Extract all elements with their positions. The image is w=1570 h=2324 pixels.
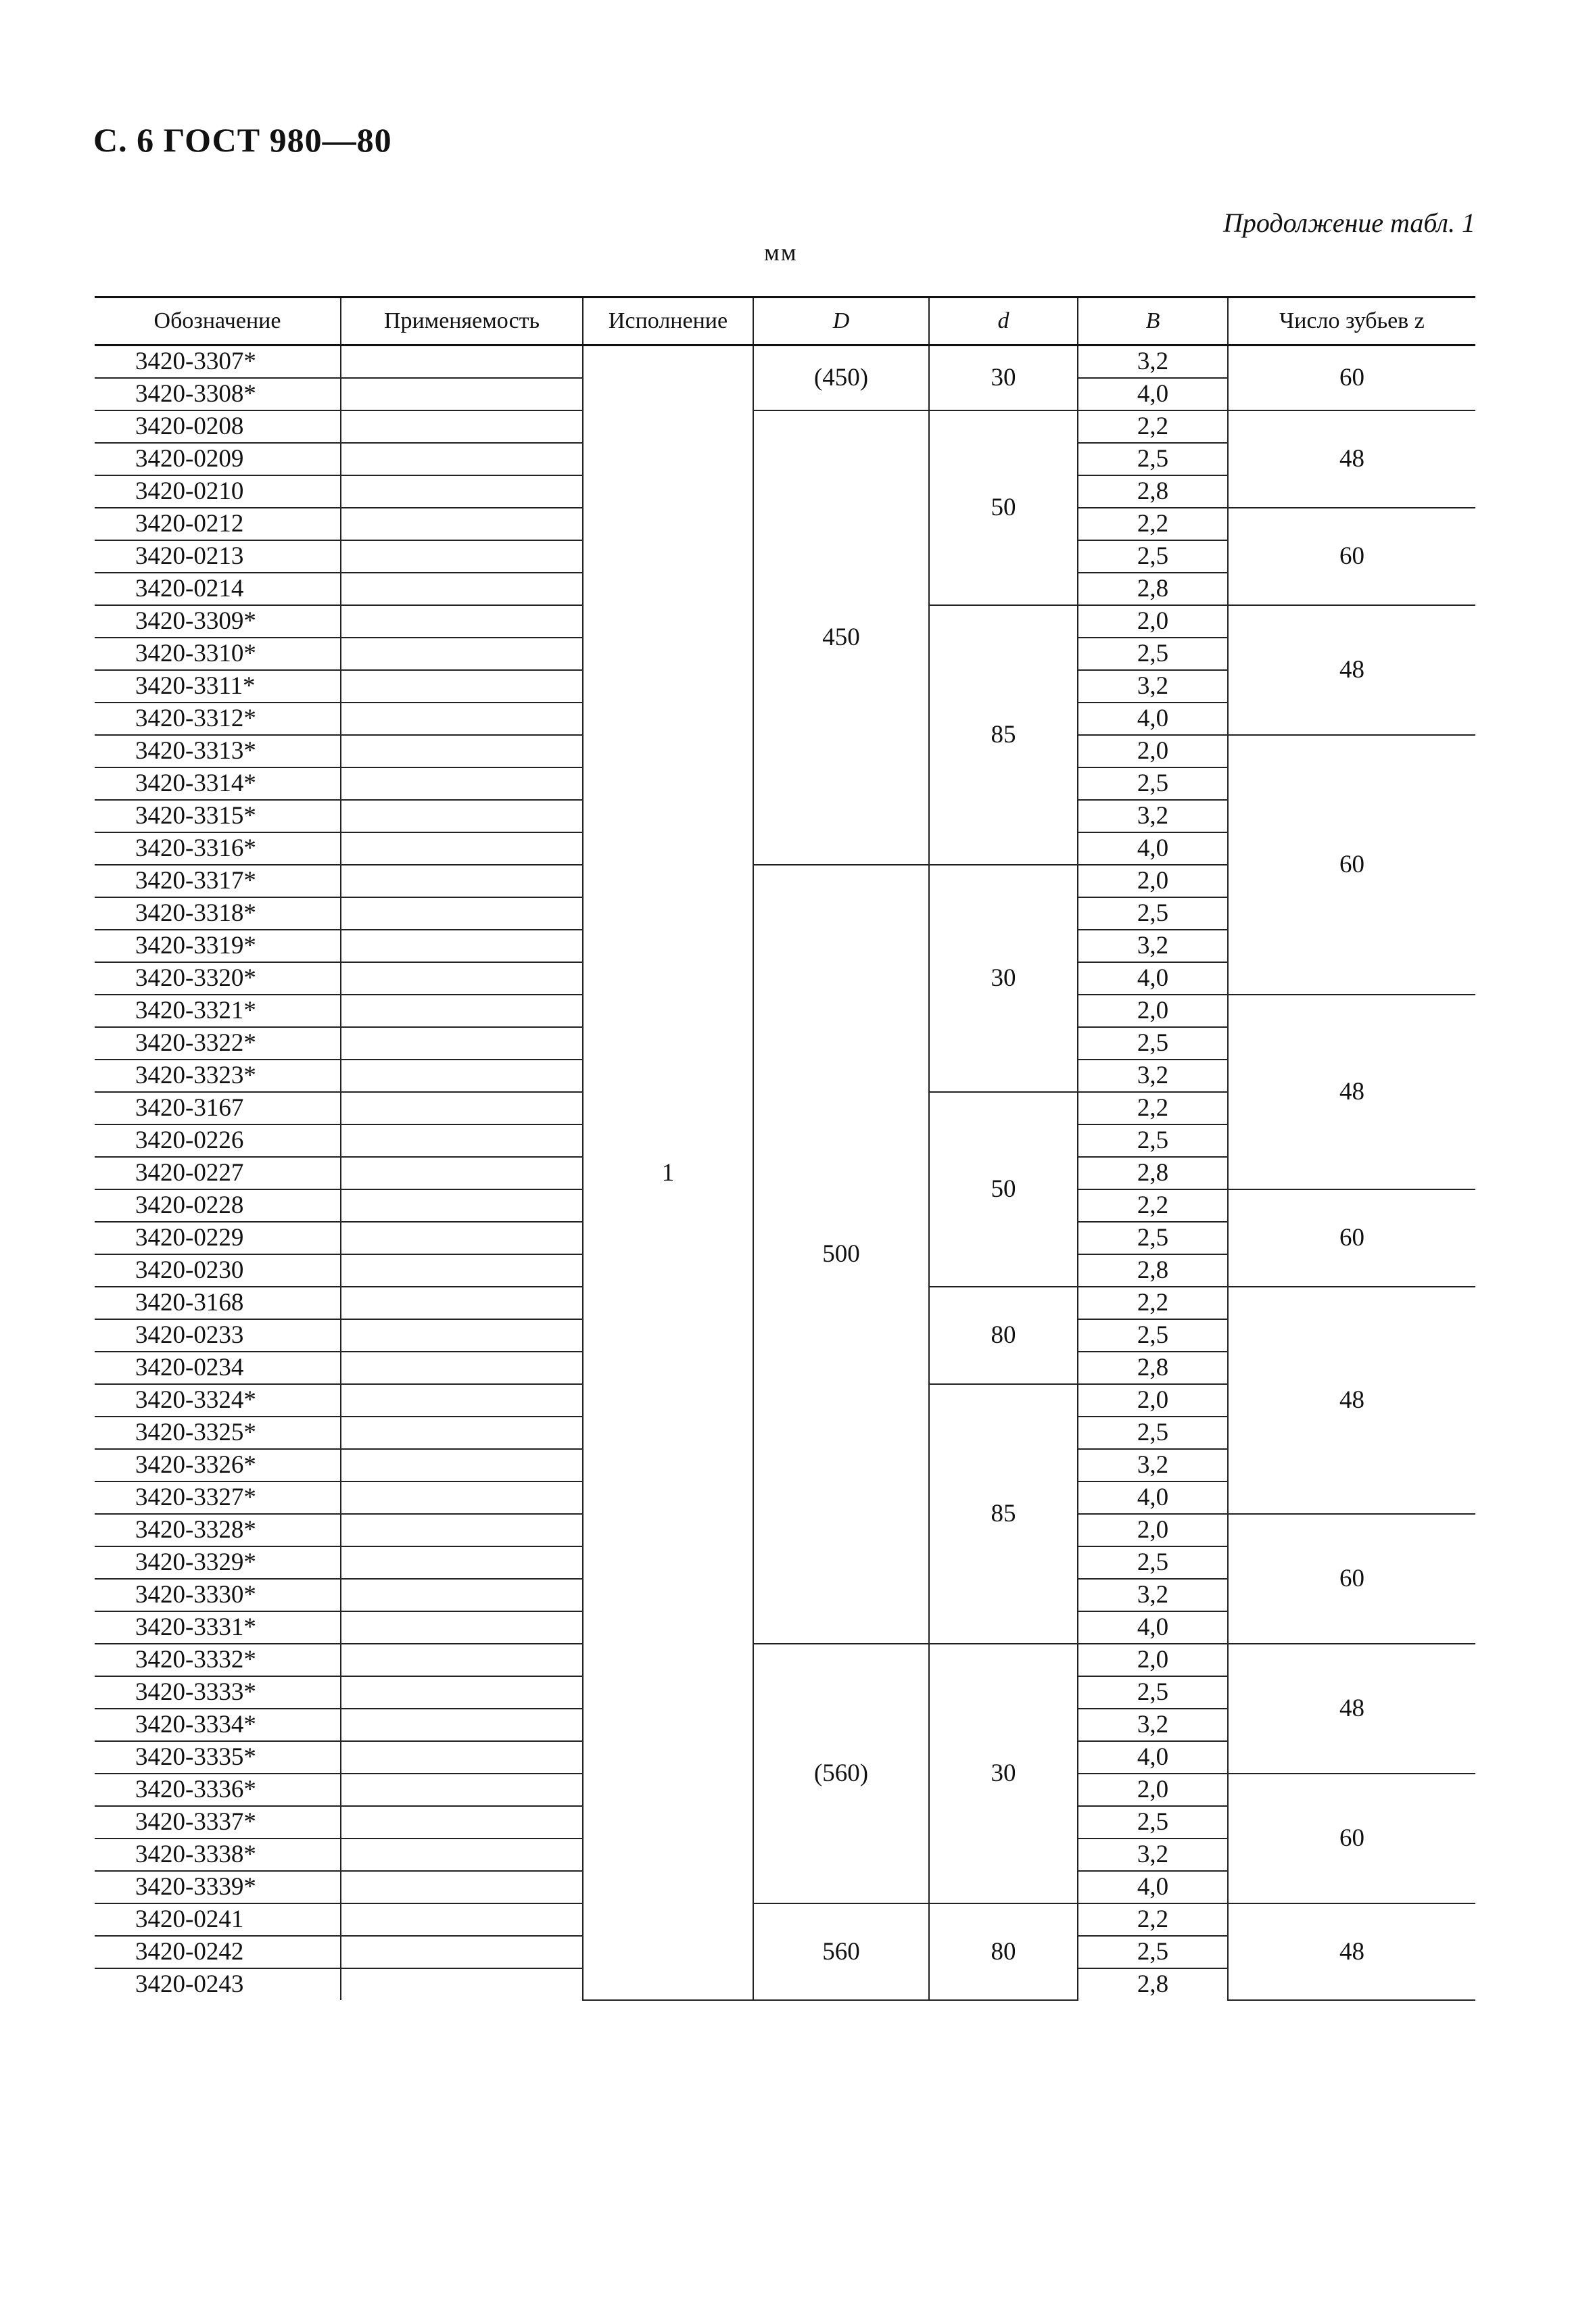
B-cell: 2,2 <box>1078 1903 1228 1936</box>
d-cell: 80 <box>929 1287 1078 1384</box>
designation-cell: 3420-3332* <box>95 1644 341 1676</box>
spec-table <box>95 296 1475 2001</box>
teeth-cell: 60 <box>1228 1189 1475 1287</box>
B-cell: 2,5 <box>1078 1417 1228 1449</box>
applicability-cell <box>341 443 583 475</box>
table-continuation-label: Продолжение табл. 1 <box>1222 208 1475 238</box>
designation-cell: 3420-3324* <box>95 1384 341 1417</box>
B-cell: 2,5 <box>1078 1806 1228 1839</box>
designation-cell: 3420-0234 <box>95 1352 341 1384</box>
B-cell: 3,2 <box>1078 930 1228 962</box>
designation-cell: 3420-3329* <box>95 1546 341 1579</box>
designation-cell: 3420-0229 <box>95 1222 341 1254</box>
col-header-d: d <box>929 298 1078 346</box>
designation-cell: 3420-3330* <box>95 1579 341 1611</box>
designation-cell: 3420-3317* <box>95 865 341 897</box>
version-cell: 1 <box>583 346 753 2001</box>
applicability-cell <box>341 1189 583 1222</box>
applicability-cell <box>341 670 583 703</box>
B-cell: 2,5 <box>1078 1319 1228 1352</box>
B-cell: 2,0 <box>1078 1774 1228 1806</box>
B-cell: 2,5 <box>1078 540 1228 573</box>
B-cell: 3,2 <box>1078 1060 1228 1092</box>
applicability-cell <box>341 475 583 508</box>
teeth-cell: 48 <box>1228 410 1475 508</box>
B-cell: 2,0 <box>1078 1514 1228 1546</box>
designation-cell: 3420-0241 <box>95 1903 341 1936</box>
designation-cell: 3420-3322* <box>95 1027 341 1060</box>
B-cell: 4,0 <box>1078 378 1228 410</box>
D-cell: 560 <box>753 1903 929 2000</box>
designation-cell: 3420-3307* <box>95 346 341 379</box>
applicability-cell <box>341 1384 583 1417</box>
teeth-cell: 60 <box>1228 1514 1475 1644</box>
applicability-cell <box>341 378 583 410</box>
applicability-cell <box>341 1254 583 1287</box>
designation-cell: 3420-3328* <box>95 1514 341 1546</box>
designation-cell: 3420-0243 <box>95 1968 341 2000</box>
B-cell: 2,0 <box>1078 995 1228 1027</box>
table-row <box>95 1644 1475 1676</box>
applicability-cell <box>341 1611 583 1644</box>
B-cell: 4,0 <box>1078 1611 1228 1644</box>
d-cell: 30 <box>929 865 1078 1092</box>
designation-cell: 3420-3325* <box>95 1417 341 1449</box>
designation-cell: 3420-3320* <box>95 962 341 995</box>
table-header-row <box>95 298 1475 346</box>
applicability-cell <box>341 1352 583 1384</box>
D-cell: (450) <box>753 346 929 411</box>
table-row <box>95 410 1475 443</box>
designation-cell: 3420-3326* <box>95 1449 341 1481</box>
designation-cell: 3420-3338* <box>95 1839 341 1871</box>
B-cell: 2,8 <box>1078 1352 1228 1384</box>
table-row <box>95 1903 1475 1936</box>
d-cell: 30 <box>929 346 1078 411</box>
teeth-cell: 60 <box>1228 735 1475 995</box>
designation-cell: 3420-3316* <box>95 832 341 865</box>
designation-cell: 3420-3309* <box>95 605 341 638</box>
applicability-cell <box>341 995 583 1027</box>
D-cell: (560) <box>753 1644 929 1903</box>
designation-cell: 3420-0242 <box>95 1936 341 1968</box>
B-cell: 4,0 <box>1078 832 1228 865</box>
col-header-designation: Обозначение <box>95 298 341 346</box>
designation-cell: 3420-3167 <box>95 1092 341 1124</box>
d-cell: 85 <box>929 605 1078 865</box>
B-cell: 2,8 <box>1078 1157 1228 1189</box>
designation-cell: 3420-3336* <box>95 1774 341 1806</box>
B-cell: 2,0 <box>1078 735 1228 767</box>
B-cell: 4,0 <box>1078 1481 1228 1514</box>
teeth-cell: 60 <box>1228 346 1475 411</box>
designation-cell: 3420-3321* <box>95 995 341 1027</box>
designation-cell: 3420-3315* <box>95 800 341 832</box>
designation-cell: 3420-3168 <box>95 1287 341 1319</box>
applicability-cell <box>341 1319 583 1352</box>
designation-cell: 3420-0214 <box>95 573 341 605</box>
teeth-cell: 48 <box>1228 1644 1475 1774</box>
applicability-cell <box>341 735 583 767</box>
B-cell: 2,8 <box>1078 475 1228 508</box>
designation-cell: 3420-0208 <box>95 410 341 443</box>
applicability-cell <box>341 1676 583 1709</box>
d-cell: 50 <box>929 1092 1078 1287</box>
applicability-cell <box>341 1903 583 1936</box>
applicability-cell <box>341 1157 583 1189</box>
B-cell: 2,8 <box>1078 1968 1228 2000</box>
B-cell: 3,2 <box>1078 1709 1228 1741</box>
applicability-cell <box>341 605 583 638</box>
applicability-cell <box>341 1839 583 1871</box>
B-cell: 2,5 <box>1078 1124 1228 1157</box>
B-cell: 2,2 <box>1078 1092 1228 1124</box>
B-cell: 4,0 <box>1078 962 1228 995</box>
applicability-cell <box>341 1579 583 1611</box>
col-header-applicability: Применяемость <box>341 298 583 346</box>
teeth-cell: 60 <box>1228 1774 1475 1903</box>
B-cell: 2,2 <box>1078 1189 1228 1222</box>
designation-cell: 3420-3313* <box>95 735 341 767</box>
B-cell: 2,8 <box>1078 1254 1228 1287</box>
designation-cell: 3420-3339* <box>95 1871 341 1903</box>
applicability-cell <box>341 1968 583 2000</box>
designation-cell: 3420-3337* <box>95 1806 341 1839</box>
d-cell: 50 <box>929 410 1078 605</box>
designation-cell: 3420-0212 <box>95 508 341 540</box>
designation-cell: 3420-3331* <box>95 1611 341 1644</box>
B-cell: 3,2 <box>1078 1449 1228 1481</box>
col-header-B: B <box>1078 298 1228 346</box>
teeth-cell: 60 <box>1228 508 1475 605</box>
B-cell: 2,2 <box>1078 508 1228 540</box>
B-cell: 2,5 <box>1078 1676 1228 1709</box>
applicability-cell <box>341 1709 583 1741</box>
d-cell: 85 <box>929 1384 1078 1644</box>
designation-cell: 3420-3333* <box>95 1676 341 1709</box>
applicability-cell <box>341 410 583 443</box>
B-cell: 2,5 <box>1078 1936 1228 1968</box>
applicability-cell <box>341 346 583 379</box>
applicability-cell <box>341 800 583 832</box>
applicability-cell <box>341 1092 583 1124</box>
B-cell: 2,2 <box>1078 1287 1228 1319</box>
B-cell: 4,0 <box>1078 1741 1228 1774</box>
B-cell: 2,5 <box>1078 1027 1228 1060</box>
B-cell: 3,2 <box>1078 1579 1228 1611</box>
applicability-cell <box>341 930 583 962</box>
B-cell: 2,0 <box>1078 865 1228 897</box>
applicability-cell <box>341 638 583 670</box>
B-cell: 4,0 <box>1078 703 1228 735</box>
B-cell: 2,0 <box>1078 1384 1228 1417</box>
designation-cell: 3420-3311* <box>95 670 341 703</box>
applicability-cell <box>341 897 583 930</box>
applicability-cell <box>341 1546 583 1579</box>
designation-cell: 3420-0230 <box>95 1254 341 1287</box>
applicability-cell <box>341 1644 583 1676</box>
applicability-cell <box>341 1124 583 1157</box>
applicability-cell <box>341 962 583 995</box>
applicability-cell <box>341 1417 583 1449</box>
designation-cell: 3420-3310* <box>95 638 341 670</box>
page-title: С. 6 ГОСТ 980—80 <box>93 121 392 159</box>
applicability-cell <box>341 573 583 605</box>
d-cell: 80 <box>929 1903 1078 2000</box>
applicability-cell <box>341 1514 583 1546</box>
applicability-cell <box>341 540 583 573</box>
B-cell: 2,5 <box>1078 1546 1228 1579</box>
units-label: мм <box>764 239 798 266</box>
applicability-cell <box>341 767 583 800</box>
d-cell: 30 <box>929 1644 1078 1903</box>
B-cell: 3,2 <box>1078 1839 1228 1871</box>
designation-cell: 3420-3312* <box>95 703 341 735</box>
applicability-cell <box>341 1481 583 1514</box>
designation-cell: 3420-0209 <box>95 443 341 475</box>
col-header-version: Исполнение <box>583 298 753 346</box>
B-cell: 2,0 <box>1078 1644 1228 1676</box>
applicability-cell <box>341 865 583 897</box>
applicability-cell <box>341 1871 583 1903</box>
B-cell: 2,5 <box>1078 1222 1228 1254</box>
designation-cell: 3420-0213 <box>95 540 341 573</box>
applicability-cell <box>341 1222 583 1254</box>
B-cell: 2,8 <box>1078 573 1228 605</box>
designation-cell: 3420-3308* <box>95 378 341 410</box>
applicability-cell <box>341 1449 583 1481</box>
table-body <box>95 346 1475 2001</box>
table-row <box>95 346 1475 379</box>
designation-cell: 3420-3314* <box>95 767 341 800</box>
B-cell: 2,0 <box>1078 605 1228 638</box>
B-cell: 4,0 <box>1078 1871 1228 1903</box>
teeth-cell: 48 <box>1228 1287 1475 1514</box>
designation-cell: 3420-3318* <box>95 897 341 930</box>
B-cell: 2,5 <box>1078 767 1228 800</box>
designation-cell: 3420-0228 <box>95 1189 341 1222</box>
designation-cell: 3420-0233 <box>95 1319 341 1352</box>
applicability-cell <box>341 703 583 735</box>
col-header-D: D <box>753 298 929 346</box>
B-cell: 3,2 <box>1078 670 1228 703</box>
teeth-cell: 48 <box>1228 605 1475 735</box>
designation-cell: 3420-3327* <box>95 1481 341 1514</box>
applicability-cell <box>341 1806 583 1839</box>
B-cell: 3,2 <box>1078 800 1228 832</box>
teeth-cell: 48 <box>1228 995 1475 1189</box>
applicability-cell <box>341 1287 583 1319</box>
designation-cell: 3420-3319* <box>95 930 341 962</box>
applicability-cell <box>341 508 583 540</box>
designation-cell: 3420-3323* <box>95 1060 341 1092</box>
D-cell: 500 <box>753 865 929 1644</box>
B-cell: 2,2 <box>1078 410 1228 443</box>
B-cell: 2,5 <box>1078 638 1228 670</box>
applicability-cell <box>341 1741 583 1774</box>
designation-cell: 3420-3335* <box>95 1741 341 1774</box>
B-cell: 3,2 <box>1078 346 1228 379</box>
col-header-teeth: Число зубьев z <box>1228 298 1475 346</box>
applicability-cell <box>341 1027 583 1060</box>
designation-cell: 3420-0227 <box>95 1157 341 1189</box>
applicability-cell <box>341 1936 583 1968</box>
applicability-cell <box>341 1060 583 1092</box>
designation-cell: 3420-0210 <box>95 475 341 508</box>
B-cell: 2,5 <box>1078 443 1228 475</box>
applicability-cell <box>341 832 583 865</box>
teeth-cell: 48 <box>1228 1903 1475 2000</box>
B-cell: 2,5 <box>1078 897 1228 930</box>
applicability-cell <box>341 1774 583 1806</box>
designation-cell: 3420-3334* <box>95 1709 341 1741</box>
D-cell: 450 <box>753 410 929 865</box>
designation-cell: 3420-0226 <box>95 1124 341 1157</box>
